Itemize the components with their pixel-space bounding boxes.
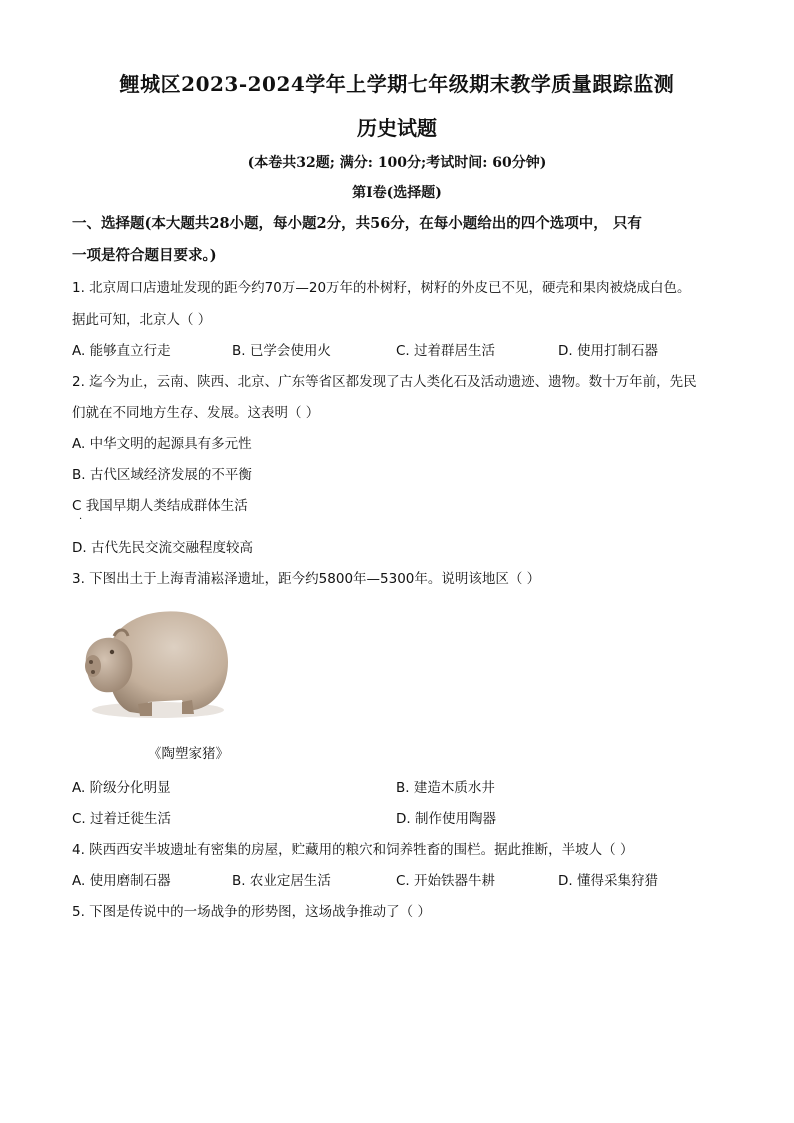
- question-1-option-c: C. 过着群居生活: [396, 343, 496, 359]
- question-4-option-b: B. 农业定居生活: [232, 873, 331, 889]
- question-2-option-b: B. 古代区域经济发展的不平衡: [72, 467, 252, 483]
- image-caption: 《陶塑家猪》: [148, 746, 229, 762]
- question-3-option-c: C. 过着迁徙生活: [72, 811, 172, 827]
- pottery-pig-image: [78, 602, 234, 720]
- question-4-line-1: 4. 陕西西安半坡遗址有密集的房屋，贮藏用的粮穴和饲养牲畜的围栏。据此推断，半坡人（ ）: [72, 842, 634, 858]
- question-2-option-a: A. 中华文明的起源具有多元性: [72, 436, 252, 452]
- question-2-option-d: D. 古代先民交流交融程度较高: [72, 540, 253, 556]
- question-2-line-1: 2. 迄今为止，云南、陕西、北京、广东等省区都发现了古人类化石及活动遗迹、遗物。数十万年前，先民: [72, 374, 697, 390]
- instructions-line-2: 一项是符合题目要求。): [72, 247, 217, 264]
- exam-subject: 历史试题: [357, 116, 437, 140]
- instructions-line-1: 一、选择题(本大题共28小题，每小题2分，共56分，在每小题给出的四个选项中， 只有: [72, 215, 642, 232]
- question-1-line-1: 1. 北京周口店遗址发现的距今约70万—20万年的朴树籽，树籽的外皮已不见，硬壳和果肉被烧成白色。: [72, 280, 691, 296]
- question-1-option-d: D. 使用打制石器: [558, 343, 658, 359]
- question-4-option-c: C. 开始铁器牛耕: [396, 873, 496, 889]
- question-3-option-b: B. 建造木质水井: [396, 780, 495, 796]
- question-4-option-a: A. 使用磨制石器: [72, 873, 171, 889]
- question-1-option-a: A. 能够直立行走: [72, 343, 171, 359]
- section-heading: 第Ⅰ卷(选择题): [352, 185, 442, 201]
- exam-info: (本卷共32题; 满分: 100分;考试时间: 60分钟): [247, 155, 547, 171]
- question-3-option-a: A. 阶级分化明显: [72, 780, 171, 796]
- question-3-line-1: 3. 下图出土于上海青浦崧泽遗址，距今约5800年—5300年。说明该地区（ ）: [72, 571, 541, 587]
- question-5-line-1: 5. 下图是传说中的一场战争的形势图，这场战争推动了（ ）: [72, 904, 431, 920]
- stray-dot: ·: [79, 514, 83, 525]
- question-2-line-2: 们就在不同地方生存、发展。这表明（ ）: [72, 405, 320, 421]
- exam-title: 鲤城区2023-2024学年上学期七年级期末教学质量跟踪监测: [119, 72, 675, 96]
- question-1-line-2: 据此可知，北京人（ ）: [72, 312, 212, 328]
- question-4-option-d: D. 懂得采集狩猎: [558, 873, 658, 889]
- question-2-option-c: C 我国早期人类结成群体生活: [72, 498, 248, 514]
- question-1-option-b: B. 已学会使用火: [232, 343, 331, 359]
- question-3-option-d: D. 制作使用陶器: [396, 811, 496, 827]
